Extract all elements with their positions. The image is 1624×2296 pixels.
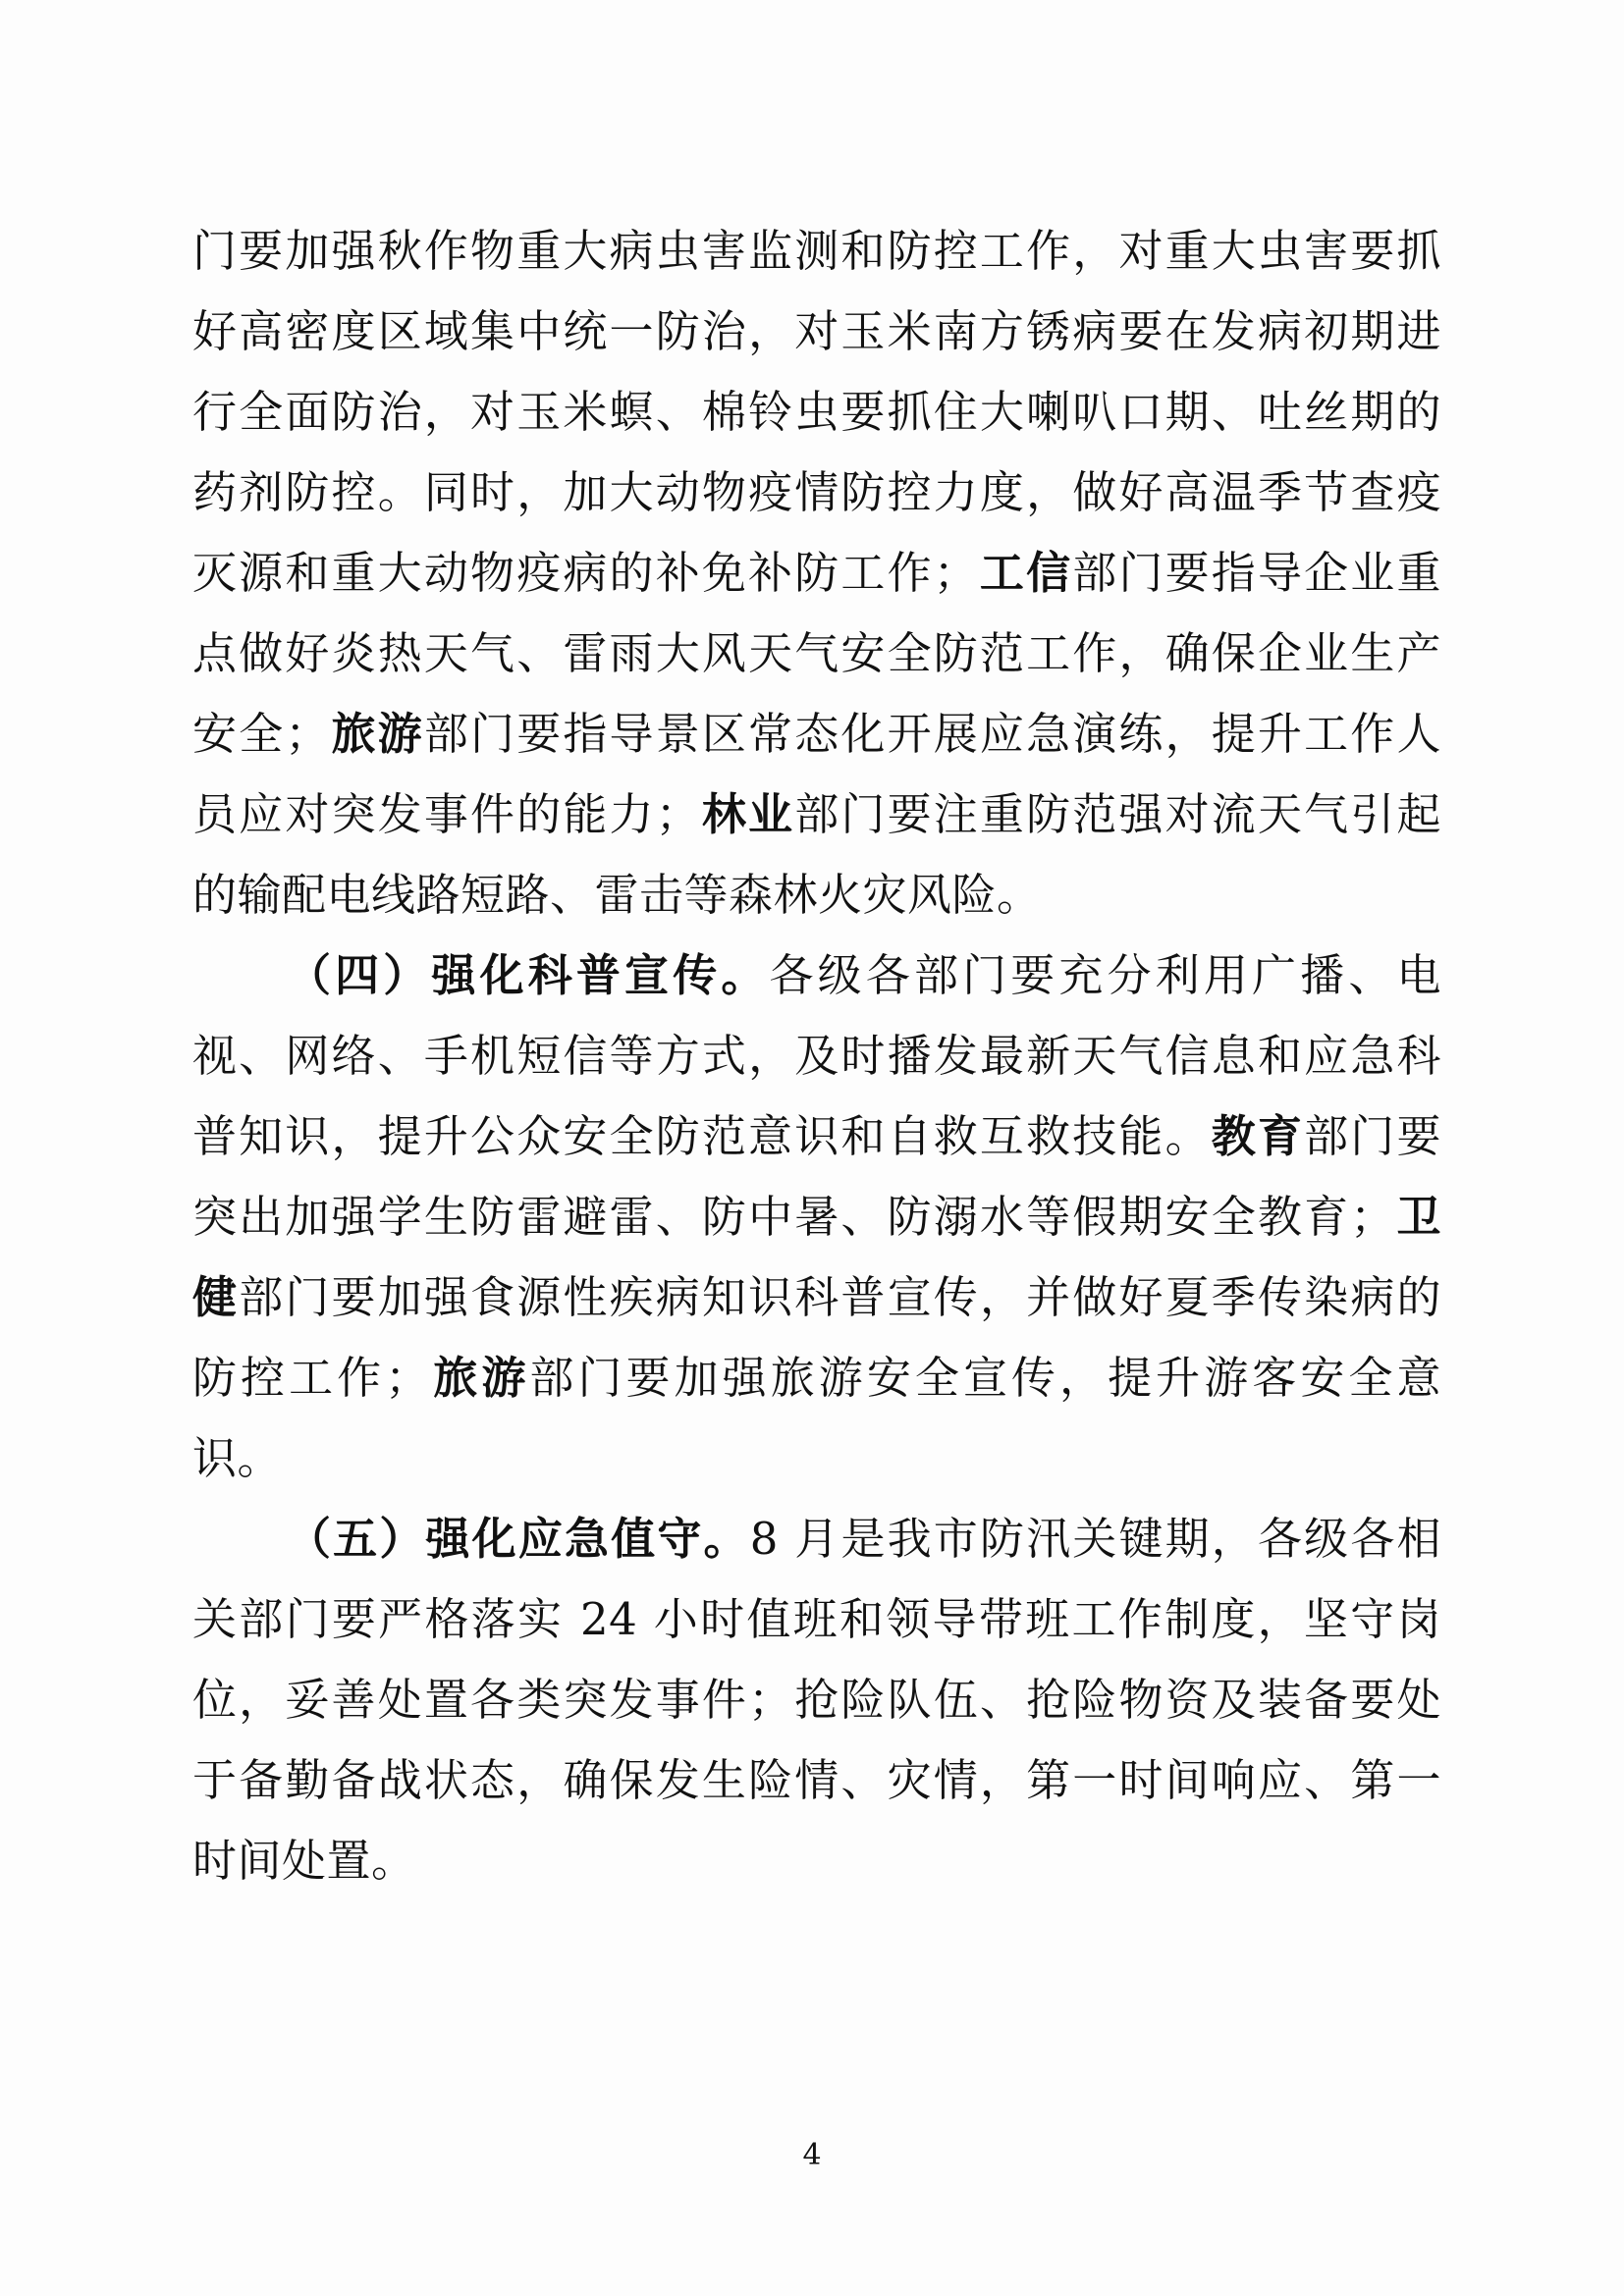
- text-run: 部门要注重防范强对流天气引起的输配电线路短路、雷击等森林火灾风险。: [192, 788, 1441, 921]
- document-body: [192, 211, 1441, 1901]
- paragraph-section-four: [192, 935, 1441, 1499]
- department-name-linye: 林业: [700, 788, 795, 840]
- text-run: 各级各部门要充分利用广播、电视、网络、手机短信等方式，及时播发最新天气信息和应急科普知识，提升公众安全防范意识和自救互救技能。: [192, 949, 1441, 1162]
- section-heading-five: （五）强化应急值守。: [287, 1513, 750, 1565]
- text-run: 部门要加强食源性疾病知识科普宣传，并做好夏季传染病的防控工作；: [192, 1271, 1441, 1404]
- page-number: 4: [802, 2138, 822, 2172]
- text-run: 部门要指导企业重点做好炎热天气、雷雨大风天气安全防范工作，确保企业生产安全；: [192, 547, 1441, 760]
- department-name-gongxin: 工信: [978, 547, 1073, 599]
- text-run: 部门要指导景区常态化开展应急演练，提升工作人员应对突发事件的能力；: [192, 708, 1441, 840]
- department-name-lvyou-2: 旅游: [429, 1352, 530, 1404]
- text-run: 部门要加强旅游安全宣传，提升游客安全意识。: [192, 1352, 1441, 1484]
- text-run: 部门要突出加强学生防雷避雷、防中暑、防溺水等假期安全教育；: [192, 1110, 1441, 1243]
- section-heading-four: （四）强化科普宣传。: [287, 949, 770, 1001]
- department-name-lvyou: 旅游: [329, 708, 424, 760]
- department-name-weijian: 卫健: [192, 1191, 1441, 1323]
- paragraph-continuation: [192, 211, 1441, 935]
- department-name-jiaoyu: 教育: [1211, 1110, 1305, 1162]
- text-run: 8 月是我市防汛关键期，各级各相关部门要严格落实 24 小时值班和领导带班工作制度，坚守岗位，妥善处置各类突发事件；抢险队伍、抢险物资及装备要处于备勤备战状态，确保发生险情、灾情，第一时间响应、第一时间处置。: [192, 1513, 1441, 1887]
- paragraph-section-five: [192, 1499, 1441, 1901]
- text-run: 门要加强秋作物重大病虫害监测和防控工作，对重大虫害要抓好高密度区域集中统一防治，对玉米南方锈病要在发病初期进行全面防治，对玉米螟、棉铃虫要抓住大喇叭口期、吐丝期的药剂防控。同时，加大动物疫情防控力度，做好高温季节查疫灭源和重大动物疫病的补免补防工作；: [192, 225, 1441, 599]
